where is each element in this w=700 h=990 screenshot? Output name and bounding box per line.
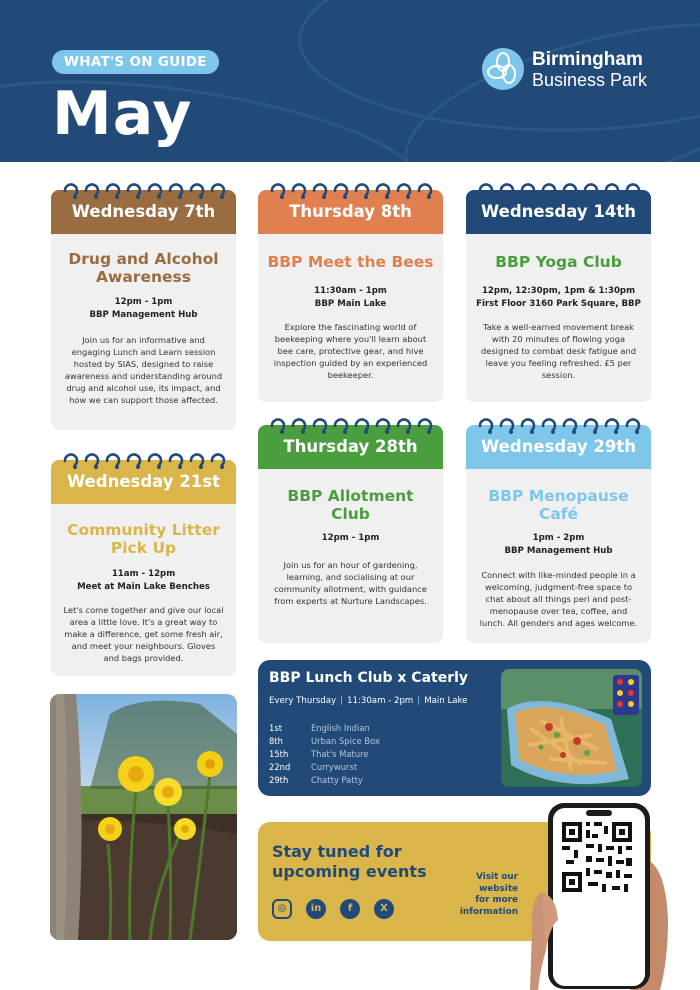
binder-ring-icon — [146, 450, 163, 472]
event-time: 11:30am - 1pm — [314, 286, 387, 296]
binder-ring-icon — [146, 180, 163, 202]
lunch-club-details — [269, 695, 467, 708]
binder-ring-icon — [603, 415, 620, 437]
binder-ring-icon — [416, 180, 433, 202]
event-time: 11am - 12pm — [111, 569, 176, 579]
event-day-band: Thursday 8th — [258, 190, 443, 234]
binder-ring-icon — [290, 415, 307, 437]
binder-ring-icon — [582, 415, 599, 437]
binder-ring-icon — [332, 415, 349, 437]
schedule-vendor: Currywurst — [311, 762, 358, 772]
x-twitter-icon[interactable]: X — [374, 899, 394, 919]
event-day-band: Thursday 28th — [258, 425, 443, 469]
binder-ring-icon — [290, 180, 307, 202]
schedule-date: 1st — [269, 723, 282, 733]
event-time-block — [264, 285, 437, 310]
binder-ring-icon — [353, 415, 370, 437]
binder-ring-icon — [62, 180, 79, 202]
event-description: Take a well-earned movement break with 20 minutes of flowing yoga designed to combat desk fatigue and leave you feeling refreshed. £5 per session. — [480, 322, 637, 380]
binder-ring-icon — [83, 450, 100, 472]
binder-ring-icon — [269, 415, 286, 437]
event-time-block — [57, 296, 230, 321]
schedule-date: 29th — [269, 775, 289, 785]
event-location: BBP Management Hub — [89, 309, 198, 320]
binder-ring-icon — [561, 180, 578, 202]
separator: | — [340, 696, 344, 706]
event-day-band: Wednesday 29th — [466, 425, 651, 469]
event-description: Let's come together and give our local area a little love. It's a great way to make a difference, get some fresh air, and meet your neighbours. Gloves and bags provided. — [63, 605, 224, 663]
binder-ring-icon — [519, 180, 536, 202]
event-day-band: Wednesday 14th — [466, 190, 651, 234]
binder-ring-icon — [519, 415, 536, 437]
binder-ring-icon — [125, 450, 142, 472]
binder-ring-icon — [62, 450, 79, 472]
event-description: Join us for an informative and engaging Lunch and Learn session hosted by SIAS, designed to raise awareness and understanding around drug and alcohol use, its impact, and how we can support those affected. — [64, 335, 223, 405]
binder-ring-icon — [83, 180, 100, 202]
daffodil-photo — [50, 694, 237, 940]
phone-qr-graphic — [530, 800, 670, 990]
binder-ring-icon — [603, 180, 620, 202]
schedule-vendor: Chatty Patty — [311, 775, 363, 785]
event-time-block — [472, 285, 645, 310]
logo-mark-icon — [482, 48, 524, 90]
logo-text-line2: Business Park — [532, 70, 648, 90]
event-location: First Floor 3160 Park Square, BBP — [476, 298, 641, 309]
event-location: Meet at Main Lake Benches — [77, 581, 210, 592]
visit-line3: for more — [475, 895, 518, 905]
social-links — [272, 899, 394, 919]
event-time-block — [57, 568, 230, 593]
list-item — [269, 761, 380, 774]
lunch-club-location: Main Lake — [424, 696, 468, 706]
linkedin-icon[interactable]: in — [306, 899, 326, 919]
binder-ring-icon — [332, 180, 349, 202]
binder-ring-icon — [104, 450, 121, 472]
binder-ring-icon — [498, 415, 515, 437]
event-card — [466, 190, 651, 402]
lunch-club-frequency: Every Thursday — [269, 696, 337, 706]
event-day-band: Wednesday 7th — [51, 190, 236, 234]
event-card — [466, 425, 651, 643]
binder-ring-icon — [624, 180, 641, 202]
binder-rings — [51, 450, 236, 474]
event-description: Explore the fascinating world of beekeeping where you'll learn about bee care, protective gear, and hive inspection guided by an experienced beekeeper. — [273, 322, 428, 380]
lunch-club-schedule — [269, 722, 380, 787]
list-item — [269, 774, 380, 787]
event-card — [51, 190, 236, 430]
binder-ring-icon — [125, 180, 142, 202]
binder-rings — [51, 180, 236, 204]
binder-ring-icon — [374, 180, 391, 202]
visit-line1: Visit our — [476, 872, 518, 882]
binder-ring-icon — [374, 415, 391, 437]
schedule-vendor: That's Mature — [311, 749, 369, 759]
event-time: 1pm - 2pm — [532, 533, 585, 543]
list-item — [269, 735, 380, 748]
binder-ring-icon — [477, 180, 494, 202]
binder-ring-icon — [209, 180, 226, 202]
binder-ring-icon — [104, 180, 121, 202]
lunch-club-panel — [258, 660, 651, 796]
binder-ring-icon — [624, 415, 641, 437]
list-item — [269, 748, 380, 761]
event-time: 12pm - 1pm — [114, 297, 173, 307]
binder-rings — [258, 180, 443, 204]
lunch-club-time: 11:30am - 2pm — [347, 696, 414, 706]
binder-ring-icon — [167, 450, 184, 472]
page-header — [0, 0, 700, 162]
binder-rings — [466, 415, 651, 439]
binder-ring-icon — [416, 415, 433, 437]
qr-code[interactable] — [562, 822, 632, 892]
visit-line4: information — [459, 906, 518, 917]
page-title: May — [52, 79, 193, 149]
binder-ring-icon — [561, 415, 578, 437]
list-item — [269, 722, 380, 735]
binder-ring-icon — [498, 180, 515, 202]
event-title: BBP Allotment Club — [287, 487, 414, 523]
lunch-club-title: BBP Lunch Club x Caterly — [269, 670, 469, 686]
event-title: BBP Yoga Club — [495, 253, 622, 271]
binder-ring-icon — [540, 415, 557, 437]
binder-ring-icon — [188, 180, 205, 202]
stay-tuned-title — [272, 842, 427, 882]
schedule-date: 22nd — [269, 762, 291, 772]
event-day-band: Wednesday 21st — [51, 460, 236, 504]
event-time: 12pm - 1pm — [321, 533, 380, 543]
facebook-icon[interactable]: f — [340, 899, 360, 919]
binder-ring-icon — [477, 415, 494, 437]
binder-ring-icon — [311, 415, 328, 437]
event-location: BBP Management Hub — [504, 545, 613, 556]
binder-ring-icon — [582, 180, 599, 202]
separator: | — [417, 696, 421, 706]
event-card — [51, 460, 236, 676]
instagram-icon[interactable]: ◎ — [272, 899, 292, 919]
food-photo — [501, 669, 642, 787]
visit-line2: website — [479, 883, 518, 894]
binder-ring-icon — [269, 180, 286, 202]
visit-website-text — [438, 872, 518, 918]
schedule-date: 15th — [269, 749, 289, 759]
binder-ring-icon — [395, 180, 412, 202]
schedule-vendor: English Indian — [311, 723, 370, 733]
event-card — [258, 425, 443, 643]
event-title: Drug and Alcohol Awareness — [68, 250, 219, 286]
birmingham-business-park-logo — [482, 48, 672, 94]
event-time-block — [472, 532, 645, 557]
schedule-vendor: Urban Spice Box — [311, 736, 380, 746]
binder-ring-icon — [395, 415, 412, 437]
logo-text-line1: Birmingham — [532, 49, 643, 70]
event-title: BBP Menopause Café — [488, 487, 629, 523]
event-card — [258, 190, 443, 402]
stay-tuned-line2: upcoming events — [272, 862, 427, 881]
binder-ring-icon — [540, 180, 557, 202]
stay-tuned-line1: Stay tuned for — [272, 842, 402, 861]
event-description: Connect with like-minded people in a welcoming, judgment-free space to chat about all things peri and post-menopause over tea, coffee, and lunch. All genders and ages welcome. — [479, 570, 638, 628]
event-title: BBP Meet the Bees — [267, 253, 434, 271]
event-title: Community Litter Pick Up — [67, 521, 220, 557]
binder-ring-icon — [188, 450, 205, 472]
binder-ring-icon — [209, 450, 226, 472]
event-time: 12pm, 12:30pm, 1pm & 1:30pm — [481, 286, 636, 296]
schedule-date: 8th — [269, 736, 283, 746]
binder-ring-icon — [353, 180, 370, 202]
event-location: BBP Main Lake — [314, 298, 387, 309]
binder-rings — [258, 415, 443, 439]
binder-ring-icon — [167, 180, 184, 202]
event-description: Join us for an hour of gardening, learning, and socialising at our community allotment, with guidance from experts at Nurture Landscapes. — [274, 560, 427, 606]
whats-on-guide-label: WHAT'S ON GUIDE — [52, 50, 219, 74]
event-time-block — [264, 532, 437, 545]
binder-rings — [466, 180, 651, 204]
binder-ring-icon — [311, 180, 328, 202]
